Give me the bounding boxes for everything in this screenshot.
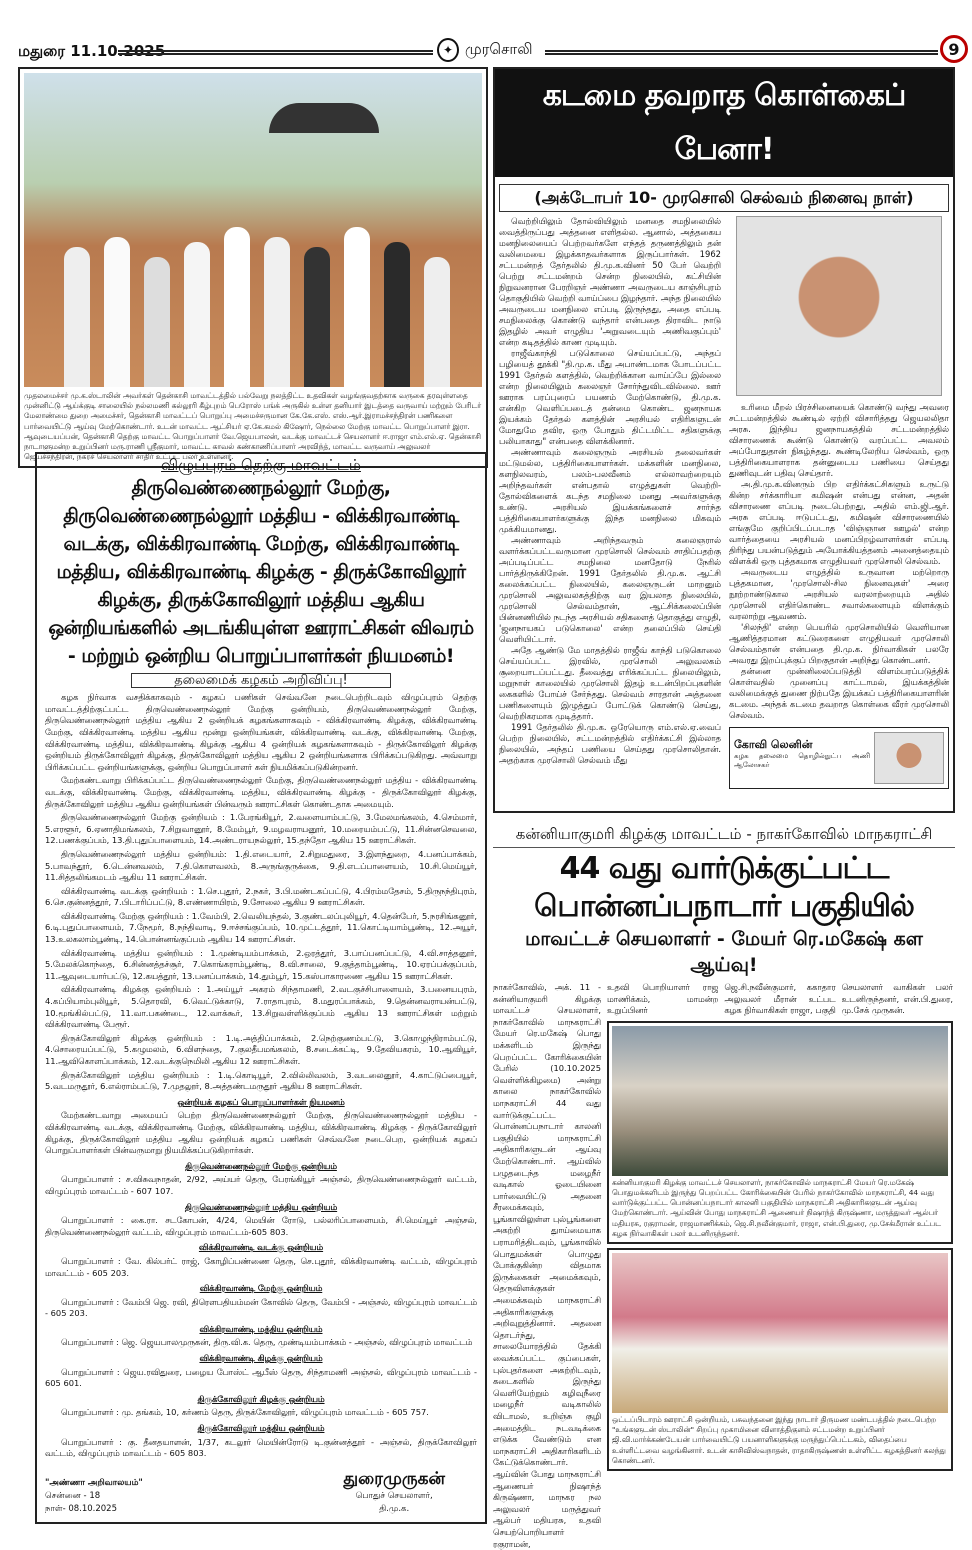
author-role: கழக தலைமை தொழில்நுட்ப அணி ஆலோசகர் (734, 752, 870, 769)
appoint-union: விக்கிரவாண்டி கிழக்கு ஒன்றியம் (199, 1353, 323, 1364)
notice-paragraph: திருக்கோவிலூர் மத்திய ஒன்றியம் : 1.டி.கொடியூர், 2.வில்லிவலம், 3.வடலைனூர், 4.காட்டுப்பையூர், 5.வடமருதூர், 6.எல்ராம்பட்டு, 7.முதலூர், 8.அத்தண்டமருதூர் ஆகிய 8 ஊராட்சிகள். (45, 1069, 477, 1092)
edition-date: மதுரை 11.10.2025 (18, 42, 166, 60)
appoint-union: விக்கிரவாண்டி வடக்கு ஒன்றியம் (198, 1242, 324, 1253)
news-right-stack (607, 982, 953, 1550)
article-paragraph: தன்னை முன்னிலைப்படுத்தி விளம்பரப்படுத்திக் கொள்வதில் முனைப்பு காட்டாமல், இயக்கத்தின் வலிமைக்குத் துணை நிற்பதே இயக்கப் பத்திரிகையாளரின் கடமை. அந்தக் கடமை தவறாத கொள்கை வீரர் முரசொலி செல்வம். (729, 666, 949, 720)
article-paragraph: அவருடைய எழுத்தில் உருவான மற்றொரு புத்தகமான, 'முரசொலி-சில நினைவுகள்' அரை நூற்றாண்டுகால அரசியல் வரலாற்றையும் அதில் முரசொலி எதிர்கொண்ட சவால்களையும் விளக்கும் வரலாற்று ஆவணம். (729, 567, 949, 621)
notice-footer (45, 1462, 477, 1516)
appoint-text: பொறுப்பாளர் : ஜெய.ரவிதுரை, பழைய போஸ்ட் ஆபீஸ் தெரு, சிந்தாமணி அஞ்சல், விழுப்புரம் மாவட்டம் - 605 601. (45, 1366, 477, 1389)
signatory-party: தி.மு.க. (379, 1503, 410, 1514)
appoint-union: திருக்கோவிலூர் மத்திய ஒன்றியம் (197, 1423, 325, 1434)
appoint-union: திருவெண்ணைநல்லூர் மத்திய ஒன்றியம் (184, 1201, 338, 1212)
person-figure (104, 237, 130, 387)
article-paragraph: அ.தி.மு.க.வினரும் பிற எதிர்க்கட்சிகளும் உருட்டு கின்ற சர்க்காரியா கமிஷன் என்பது என்ன, அதன் விசாரணை எப்படி நடைபெற்றது, அதில் எம்.ஜி.ஆர். அரசு எப்படி ஈடுபட்டது, கமிஷன் விசாரணையில் எங்குமே குறிப்பிடப்படாத 'விஞ்ஞான ஊழல்' என்ற வார்த்தையை அரசியல் மனப்பிறழ்வாளர்கள் எப்படி திரிந்து பயன்படுத்தும் அயோக்கியத்தனம் அனைத்தையும் விளக்கி ஒரு புத்தகமாக எழுதியவர் முரசொலி செல்வம். (729, 479, 949, 566)
party-notice (35, 452, 487, 1524)
appoint-union: திருக்கோவிலூர் கிழக்கு ஒன்றியம் (197, 1393, 325, 1404)
news-photo-1-block (607, 1021, 953, 1244)
news-body (493, 982, 955, 1550)
signature-block (343, 1468, 445, 1516)
article-paragraph: அண்ணாவும் அறிந்தவரும் கலைஞரால் வளர்க்கப்பட்டவருமான முரசொலி செல்வம் சாதிப்பதற்கு அப்படிப்பட்ட சமநிலை மனதோடு நேரில் பார்த்திருக்கிறேன். 1991 தேர்தலில் தி.மு.க. ஆட்சி கலைக்கப்பட்ட நிலையில், கலைஞருடன் மாறனும் முரசொலி அலுவலகத்திற்கு வர இயலாத நிலையில், முரசொலி செல்வம்தான், ஆட்சிக்கலைப்பின் பின்னணியில் நடந்த அரசியல் சதிகளைத் தொகுத்து எழுதி, 'ஜனநாயகப் படுகொலை' என்ற தலைப்பில் செய்தி வெளியிட்டார். (499, 535, 721, 644)
news-photo-2-block (607, 1248, 953, 1471)
author-photo (874, 732, 944, 784)
tribute-article (493, 67, 955, 813)
paper-name: முரசொலி (465, 40, 533, 58)
header-rule (118, 50, 433, 55)
inspection-photo (24, 73, 482, 387)
appoint-text: பொறுப்பாளர் : கை.ரா. சடகோபன், 4/24, மெயின் ரோடு, பல்லரிப்பாளையம், சி.மெய்யூர் அஞ்சல், திருவெண்ணைநல்லூர் வட்டம், விழுப்புரம் மாவட்டம்-605 803. (45, 1215, 477, 1237)
header-rule (545, 50, 938, 55)
selvam-portrait (736, 216, 942, 396)
notice-paragraph: திருக்கோவிலூர் கிழக்கு ஒன்றியம் : 1.டி.அத்திப்பாக்கம், 2.நெற்குணம்பட்டு, 3.கொழுந்திராம்பட்டு, 4.சொரையப்பட்டு, 5.கழுமலம், 6.விளந்தை, 7.குலதீபமங்கலம், 8.சடைக்கட்டி, 9.தேவியகரம், 10.ஆவியூர், 11.ஆவிகொளப்பாக்கம், 12.வடக்குநெமிலி ஆகிய 12 ஊராட்சிகள். (45, 1032, 477, 1066)
page-number: 9 (940, 35, 968, 63)
article-paragraph: 1991 தேர்தலில் தி.மு.க. ஒரேயொரு எம்.எல்.ஏ.வைப் பெற்ற நிலையில், சட்டமன்றத்தில் எதிர்க்கட்சி இல்லாத நிலையில், அந்தப் பணியை செய்தது முரசொலிதான். அதற்காக முரசொலி செல்வம் மீது (499, 722, 721, 765)
notice-headline: திருவெண்ணைநல்லூர் மேற்கு, திருவெண்ணைநல்லூர் மத்திய - விக்கிரவாண்டி வடக்கு, விக்கிரவாண்டி மேற்கு, விக்கிரவாண்டி மத்திய, விக்கிரவாண்டி கிழக்கு - திருக்கோவிலூர் கிழக்கு, திருக்கோவிலூர் மத்திய ஆகிய ஒன்றியங்களில் அடங்கியுள்ள ஊராட்சிகள் விவரம் - மற்றும் ஒன்றிய பொறுப்பாளர்கள் நியமனம்! (48, 476, 474, 667)
appoint-text: பொறுப்பாளர் : கு. தீனதயாளன், 1/37, கடலூர் மெயின்ரோடு டி.குன்னத்தூர் - அஞ்சல், திருக்கோவிலூர் வட்டம், விழுப்புரம் மாவட்டம் - 605 803. (45, 1436, 477, 1459)
notice-paragraph: கழக நிர்வாக வசதிக்காகவும் - கழகப் பணிகள் செவ்வனே நடைபெற்றிடவும் விழுப்புரம் தெற்கு மாவட்டத்திற்குட்பட்ட திருவெண்ணைநல்லூர் மேற்கு ஒன்றியம், திருவெண்ணைநல்லூர் மேற்கு, திருவெண்ணைநல்லூர் மத்திய ஆகிய 2 ஒன்றியக் கழகங்களாகவும் - விக்கிரவாண்டி கிழக்கு, விக்கிரவாண்டி மேற்கு, விக்கிரவாண்டி மத்திய ஆகிய மூன்று ஒன்றியங்கள், விக்கிரவாண்டி வடக்கு, விக்கிரவாண்டி மேற்கு, விக்கிரவாண்டி மத்திய, விக்கிரவாண்டி கிழக்கு ஆகிய 4 ஒன்றியக் கழகங்களாகவும் - திருக்கோவிலூர் கிழக்கு ஒன்றியம் திருக்கோவிலூர் கிழக்கு, திருக்கோவிலூர் மத்திய ஆகிய 2 ஒன்றியங்களாக பிரிக்கப்படுகிறது. அவ்வாறு பிரிக்கப்பட்ட ஒன்றியங்களுக்கு, ஒன்றிய பொறுப்பாளர் கள் நியமிக்கப்படுகின்றனர். (45, 692, 477, 772)
person-figure (344, 227, 370, 387)
camp-photo (612, 1253, 948, 1413)
photo-caption: ஒட்டப்பிடாரம் ஊராட்சி ஒன்றியம், பசுவந்தனை இந்து நாடார் திருமண மண்டபத்தில் நடைபெற்ற "உங்களுடன் ஸ்டாலின்" சிறப்பு முகாமினை விளாத்திகுளம் சட்டமன்ற உறுப்பினர் ஜி.வி.மார்க்கண்டேயன் பார்வையிட்டு பயனாளிகளுக்கு மருந்துப்பெட்டகம், விதைப்பை உள்ளிட்டவை வழங்கினார். உடன் காசிவிஸ்வநாதன், ராதாகிருஷ்ணன் உள்ளிட்ட கழகத்தினர் கலந்து கொண்டனர். (612, 1415, 946, 1465)
article-paragraph: உரிமை மீறல் பிரச்சினையைக் கொண்டு வந்து அவரை சட்டமன்றத்தில் கூண்டில் ஏற்றி விசாரித்தது ஜெயலலிதா அரசு. இந்திய ஜனநாயகத்தில் சட்டமன்றத்தில் விசாரணைக் கூண்டு கொண்டு வரப்பட்ட அவலம் அப்போதுதான் நிகழ்ந்தது. கூண்டிலேறிய செல்வம், ஒரு பத்திரிகையாளராக தன்னுடைய பணியை செய்தது துணிவுடன் பதிவு செய்தார். (729, 402, 949, 478)
news-subheadline: மாவட்டச் செயலாளர் - மேயர் ரெ.மகேஷ் கள ஆய்வு! (525, 928, 923, 976)
author-name: கோவி லெனின் (734, 738, 813, 751)
murasoli-logo-icon: ✦ (437, 38, 459, 62)
article-body (495, 216, 953, 793)
left-photo-block (18, 67, 488, 468)
signatory-name: துரைமுருகன் (343, 1468, 445, 1489)
person-figure (424, 257, 450, 387)
article-paragraph: வெற்றியிலும் தோல்வியிலும் மனதை சமநிலையில் வைத்திருப்பது அத்தனை எளிதல்ல. ஆனால், அத்தகைய மனநிலையைப் பெற்றவர்களே எந்தத் தருணத்திலும் தன் வலிமையை இழக்காதவர்களாக இருப்பார்கள். 1962 சட்டமன்றத் தேர்தலில் தி.மு.க.வினர் 50 பேர் வெற்றி பெற்று சட்டமன்றம் சென்ற நிலையில், கட்சியின் நிறுவனரான பேரறிஞர் அண்ணா அவருடைய காஞ்சிபுரம் தொகுதியில் வெற்றி வாய்ப்பை இழந்தார். அந்த நிலையில் அவருடைய மனநிலை எப்படி இருந்தது, அதை எப்படி சமநிலைக்கு கொண்டு வந்தார் என்பதை திராவிட நாடு இதழில் அவர் எழுதிய 'அறுவடையும் அணிவகுப்பும்' என்ற கடிதத்தில் காண முடியும். (499, 216, 721, 347)
appoint-intro: மேற்கண்டவாறு அமையப் பெற்ற திருவெண்ணைநல்லூர் மேற்கு, திருவெண்ணைநல்லூர் மத்திய - விக்கிரவாண்டி வடக்கு, விக்கிரவாண்டி மேற்கு, விக்கிரவாண்டி மத்திய, விக்கிரவாண்டி கிழக்கு - திருக்கோவிலூர் கிழக்கு, திருக்கோவிலூர் மத்திய ஆகிய ஒன்றியக் கழகப் பணிகள் செவ்வனே நடைபெற, ஒன்றியக் கழகப் பொறுப்பாளர்கள் பின்வருமாறு நியமிக்கப்படுகிறார்கள். (45, 1110, 477, 1156)
person-figure (224, 227, 250, 387)
appoint-heading: ஒன்றியக் கழகப் பொறுப்பாளர்கள் நியமனம் (177, 1096, 345, 1107)
author-box (729, 727, 949, 789)
notice-district: விழுப்புரம் தெற்கு மாவட்டம் (161, 456, 361, 474)
notice-city: சென்னை - 18 (45, 1490, 101, 1501)
appoint-text: பொறுப்பாளர் : வேம்பி ஜெ. ரவி, திரௌபதியம்மன் கோவில் தெரு, வேம்பி - அஞ்சல், விழுப்புரம் மாவட்டம் - 605 203. (45, 1296, 477, 1319)
appoint-union: விக்கிரவாண்டி மத்திய ஒன்றியம் (199, 1323, 323, 1334)
umbrella-shape (269, 103, 379, 133)
notice-date: நாள்- 08.10.2025 (45, 1503, 118, 1514)
person-figure (144, 257, 170, 387)
notice-paragraph: விக்கிரவாண்டி வடக்கு ஒன்றியம் : 1.செ.புதூர், 2.நகர், 3.பி.மண்டகப்பட்டு, 4.பிரம்மதேசம், 5.திருநந்திபுரம், 6.செ.குன்னத்தூர், 7.பிடாரிப்பட்டு, 8.எண்ணாயிரம், 9.சோலை ஆகிய 9 ஊராட்சிகள். (45, 885, 477, 908)
appoint-text: பொறுப்பாளர் : மு. தங்கம், 10, கர்ணம் தெரு, திருக்கோவிலூர், விழுப்புரம் மாவட்டம் - 605 757. (61, 1407, 429, 1418)
article-paragraph: அண்ணாவும் கலைஞரும் அரசியல் தலைவர்கள் மட்டுமல்ல, பத்திரிகையாளர்கள். மக்களின் மனநிலை, களநிலவரம், பலம்-பலவீனம் எல்லாவற்றையும் அறிந்தவர்கள் என்பதால் எழுத்துகள் வெற்றி-தோல்விகளைக் கடந்த சமநிலை மனது அவர்களுக்கு உண்டு. அரசியல் இயக்கங்களைச் சார்ந்த பத்திரிகையாளர்களுக்கு இந்த மனநிலை மிகவும் முக்கியமானது. (499, 447, 721, 534)
appoint-text: பொறுப்பாளர் : ஜெ. ஜெயபாலமுருகன், திரு.வி.க. தெரு, முண்டியம்பாக்கம் - அஞ்சல், விழுப்புரம் மாவட்டம் (61, 1337, 473, 1348)
notice-paragraph: விக்கிரவாண்டி மத்திய ஒன்றியம் : 1.முண்டியம்பாக்கம், 2.ஒரத்தூர், 3.பாப்பனப்பட்டு, 4.வி.சாத்தனூர், 5.மேலக்கொந்தை, 6.சின்னத்தச்சூர், 7.கொங்கராம்பூண்டி, 8.வி.சாலை, 9.குத்தாம்பூண்டி, 10.ஏரப்பக்குப்பம், 11.ஆவுடையார்பட்டு, 12.கயத்தூர், 13.பனப்பாக்கம், 14.தும்பூர், 15.கஸ்பாகாரணை ஆகிய 15 ஊராட்சிகள். (45, 947, 477, 981)
person-figure (384, 242, 410, 387)
right-column (493, 67, 955, 1550)
author-text (734, 732, 870, 784)
notice-paragraph: திருவெண்ணைநல்லூர் மத்திய ஒன்றியம்: 1.தி.எடையார், 2.சிறுமதுரை, 3.இளந்துறை, 4.பனப்பாக்கம், 5.பாவந்தூர், 6.டென்னவலம், 7.தி.கொளவலம், 8.அருங்குருக்கை, 9.தி.எடப்பாளையம், 10.சி.மெய்யூர், 11.சித்தலிங்கமடம் ஆகிய 11 ஊராட்சிகள். (45, 848, 477, 883)
notice-paragraph: மேற்கண்டவாறு பிரிக்கப்பட்ட திருவெண்ணைநல்லூர் மேற்கு, திருவெண்ணைநல்லூர் மத்திய - விக்கிரவாண்டி வடக்கு, விக்கிரவாண்டி மேற்கு, விக்கிரவாண்டி மத்திய, விக்கிரவாண்டி கிழக்கு - திருக்கோவிலூர் கிழக்கு, திருக்கோவிலூர் மத்திய ஆகிய ஒன்றியங்கள் பின்வரும் ஊராட்சிகள் கொண்டதாக அமையும். (45, 775, 477, 809)
appoint-union: விக்கிரவாண்டி மேற்கு ஒன்றியம் (199, 1283, 323, 1294)
photo-caption: கன்னியாகுமரி கிழக்கு மாவட்டச் செயலாளர், நாகர்கோவில் மாநகராட்சி மேயர் ரெ.மகேஷ் பொதுமக்களிடம் இருந்து பெறப்பட்ட கோரிக்கையின் பேரில் நாகர்கோவில் மாநகராட்சி, 44 வது வார்டுக்குட்பட்ட பொன்னப்பநாடார் காலனி பகுதியில் மாநகராட்சி அதிகாரிகளுடன் ஆய்வு மேற்கொண்டார். ஆய்வின் போது மாநகராட்சி ஆணையர் நிஷாந்த் கிருஷ்ணா, மருத்துவர் ஆல்பர் மதியரசு, ரகுராமன், ராஜமாணிக்கம், ஜெ.சி.நவீன்குமார், ராஜா, என்.பி.துரை, மு.சேக்மீரான் உட்பட கழக நிர்வாகிகள் பலர் உடனிருந்தனர். (612, 1177, 941, 1238)
appoint-union: திருவெண்ணைநல்லூர் மேற்கு ஒன்றியம் (185, 1160, 337, 1171)
notice-place: "அண்ணா அறிவாலயம்" (45, 1477, 143, 1488)
appoint-text: பொறுப்பாளர் : வே. கில்பர்ட் ராஜ், கோழிப்பண்ணை தெரு, செ.புதூர், விக்கிரவாண்டி வட்டம், விழுப்புரம் மாவட்டம் - 605 203. (45, 1255, 477, 1278)
person-figure (264, 237, 290, 387)
photo-caption: முதலமைச்சர் மு.க.ஸ்டாலின் அவர்கள் தென்காசி மாவட்டத்தில் பல்வேறு நலத்திட்ட உதவிகள் வழங்குவதற்காக வருகை தரவுள்ளதை முன்னிட்டு ஆய்க்குடி சாலையில் நல்லமணி கல்லூரி கீழ்புறம் பெரோஸ் பங்க் அருகில் உள்ள தனியார் இடத்தை வருவாய் மற்றும் பேரிடர் மேலாண்மை துறை அமைச்சர், தென்காசி மாவட்டப் பொறுப்பு அமைச்சருமான கே.கே.எஸ். எஸ்.ஆர்.இராமச்சந்திரன் பணிகளை பார்வையிட்டு ஆய்வு மேற்கொண்டார். உடன் மாவட்ட ஆட்சியர் ஏ.கே.கமல் கிஷோர், நெல்லை மேற்கு மாவட்ட பொறுப்பாளர் இரா. ஆவுடையப்பன், தென்காசி தெற்கு மாவட்ட பொறுப்பாளர் வே.ஜெயபாலன், வடக்கு மாவட்டச் செயலாளர் ஈ.ராஜா எம்.எல்.ஏ. தென்காசி நாடாளுமன்ற உறுப்பினர் மரு.ராணி ஸ்ரீகுமார், மாவட்ட காவல் கண்காணிப்பாளர் அரவிந்த், மாவட்ட வருவாய் அலுவலர் ஜெயச்சந்திரன், நகரச் செயலாளர் சாதிர் உட்பட பலர் உள்ளனர். (24, 391, 482, 462)
notice-paragraph: விக்கிரவாண்டி மேற்கு ஒன்றியம் : 1.வேம்பி, 2.வெலியந்தல், 3.குண்டலப்புலியூர், 4.தென்பேர், 5.நரசிங்கனூர், 6.டி.புதுப்பாளையம், 7.நேமூர், 8.நந்திவாடி, 9.ஈச்சங்குப்பம், 10.முட்டத்தூர், 11.கொட்டியாம்பூண்டி, 12.அயூர், 13.உலகலாம்பூண்டி, 14.பொன்னங்குப்பம் ஆகிய 14 ஊராட்சிகள். (45, 910, 477, 945)
news-headline: 44 வது வார்டுக்குட்பட்ட பொன்னப்பநாடார் பகுதியில் (534, 851, 914, 924)
ward-inspection-photo (612, 1026, 948, 1176)
signatory-designation: பொதுச் செயலாளர், (355, 1490, 433, 1501)
news-body-left: நாகர்கோவில், அக். 11 - கன்னியாகுமரி கிழக்கு மாவட்டச் செயலாளர், நாகர்கோவில் மாநகராட்சி மேயர் ரெ.மகேஷ் பொது மக்களிடம் இருந்து பெறப்பட்ட கோரிக்கையின் பேரில் (10.10.2025 வெள்ளிக்கிழமை) அன்று காலை நாகர்கோவில் மாநகராட்சி 44 வது வார்டுக்குட்பட்ட பொன்னப்பநாடார் காலனி பகுதியில் மாநகராட்சி அதிகாரிகளுடன் ஆய்வு மேற்கொண்டார். ஆய்வில் பழுதடைந்த மழைநீர் வடிகால் ஓடையினை பார்வையிட்டு அதனை சீரமைக்கவும், பூங்காவிலுள்ள புல்பூங்களை அகற்றி துாய்மையாக பராமரித்திடவும், பூங்காவில் பொதுமக்கள் பொழுது போக்குகின்ற விதமாக இருக்கைகள் அமைக்கவும், தெருவிளக்குகள் அமைக்கவும் மாநகராட்சி அதிகாரிகளுக்கு அறிவுறுத்தினார். அதனை தொடர்ந்து, சாலையோரத்தில் தேக்கி வைக்கப்பட்ட குப்பைகள், புல்புதர்களை அகற்றிடவும், கடைகளில் இருந்து வெளியேற்றும் கழிவுநீரை மழைநீர் வடிகாலில் விடாமல், உறிஞ்சு குழி அமைத்திட நடவடிக்கை எடுக்க வேண்டும் என மாநகராட்சி அதிகாரிகளிடம் கேட்டுக்கொண்டார். ஆய்வின் போது மாநகராட்சி ஆணையர் நிஷாந்த் கிருஷ்ணா, மாநகர நல அலுவலர் மருத்துவர் ஆல்பர் மதியரசு, உதவி செயற்பொறியாளர் ரகுராமன், (493, 982, 601, 1549)
notice-paragraph: விக்கிரவாண்டி கிழக்கு ஒன்றியம் : 1.அய்யூர் அகரம் சிந்தாமணி, 2.வடகுச்சிபாளையம், 3.பனையபுரம், 4.கப்பியாம்புலியூர், 5.தொரவி, 6.வெட்டுக்காடு, 7.ராதாபுரம், 8.மதுரப்பாக்கம், 9.தென்னவராயன்பட்டு, 10.மூங்கில்பட்டு, 11.வா.பகண்டை, 12.வாக்கூர், 13.சிறுவள்ளிக்குப்பம் ஆகிய 13 ஊராட்சிகள் மற்றும் விக்கிரவாண்டி பேரூர். (45, 984, 477, 1030)
appoint-text: பொறுப்பாளர் : ச.விசுவநாதன், 2/92, அய்யர் தெரு, பேரங்கியூர் அஞ்சல், திருவெண்ணைநல்லூர் வட்டம், விழுப்புரம் மாவட்டம் - 607 107. (45, 1174, 477, 1196)
person-figure (304, 247, 330, 387)
article-paragraph: ராஜீவ்காந்தி படுகொலை செய்யப்பட்டு, அந்தப் பழியைத் தூக்கி "தி.மு.க. மீது அபாண்டமாக போடப்பட்ட 1991 தேர்தல் களத்தில், வெற்றிக்கான வாய்ப்பே இல்லை என்ற நிலையிலும் கலைஞர் சோர்ந்துவிடவில்லை. ஊர் ஊராக பரப்புரைப் பயணம் மேற்கொண்டு, தி.மு.க. என்கிற வெளிப்படைத் தன்மை கொண்ட ஜனநாயக இயக்கம் தேர்தல் களத்தின் அரசியல் எதிரிகளுடன் மோதுமே தவிர, ஒரு போதும் திட்டமிட்ட சதிகளுக்கு பலியாகாது" என்பதை விளக்கினார். (499, 348, 721, 446)
person-figure (184, 242, 210, 387)
news-kicker: கன்னியாகுமரி கிழக்கு மாவட்டம் - நாகர்கோவில் மாநகராட்சி (493, 825, 955, 848)
article-title: கடமை தவறாத கொள்கைப் பேனா! (495, 69, 953, 177)
person-figure (64, 247, 90, 387)
article-paragraph: அதே ஆண்டு மே மாதத்தில் ராஜீவ் காந்தி படுகொலை செய்யப்பட்ட இரவில், முரசொலி அலுவலகம் சூறையாடப்பட்டது. தீவைத்து எரிக்கப்பட்ட நிலையிலும், மறுநாள் காலையில் முரசொலி இதழ் உடன்பிறப்புகளின் கைகளில் போய்ச் சேர்ந்தது. செல்வம் சாரதான் அத்தனை பணிகளையும் இழுத்துப் போட்டுக் கொண்டு செய்து, வெற்றிகரமாக முடித்தார். (499, 645, 721, 721)
article-subtitle: (அக்டோபர் 10- முரசொலி செல்வம் நினைவு நாள்) (499, 184, 949, 212)
notice-announcement: தலைமைக் கழகம் அறிவிப்பு! (131, 673, 391, 689)
article-column-1 (499, 216, 721, 789)
news-body-top: உதவி பொறியாளர் ராஜ மாணிக்கம், மாமன்ற உறுப்பினர் ஜெ.சி.நவீன்குமார், ககாதார அலுவலர் மீரான் உட்பட கழக நிர்வாகிகள் ராஜா, பகுதி செயலாளர் வாகிகள் பலர் உடனிருந்தனர், என்.பி.துரை, மு.சேக் முருகன். (607, 982, 953, 1016)
notice-place-block (45, 1477, 143, 1516)
article-paragraph: 'சிலந்தி' என்ற பெயரில் முரசொலியில் வெளியான ஆணித்தரமான கட்டுரைகளை எழுதியவர் முரசொலி செல்வம்தான் என்பதை தி.மு.க. நிர்வாகிகள் பலரே அவரது இறப்புக்குப் பிறகுதான் அறிந்து கொண்டனர். (729, 622, 949, 665)
article-column-2 (729, 216, 949, 789)
notice-paragraph: திருவெண்ணைநல்லூர் மேற்கு ஒன்றியம் : 1.பேரங்கியூர், 2.வளையாம்பட்டு, 3.மேலமங்கலம், 4.செம்மார், 5.எரளூர், 6.ஏனாதிமங்கலம், 7.சிறுவானூர், 8.மேம்பூர், 9.மழவராயனூர், 10.மரையம்பட்டு, 11.சின்னசெவலை, 12.பணக்குப்பம், 13.தி.புதுப்பாளையம், 14.அண்டராயநல்லூர், 15.தந்தோ ஆகிய 15 ஊராட்சிகள். (45, 812, 477, 846)
